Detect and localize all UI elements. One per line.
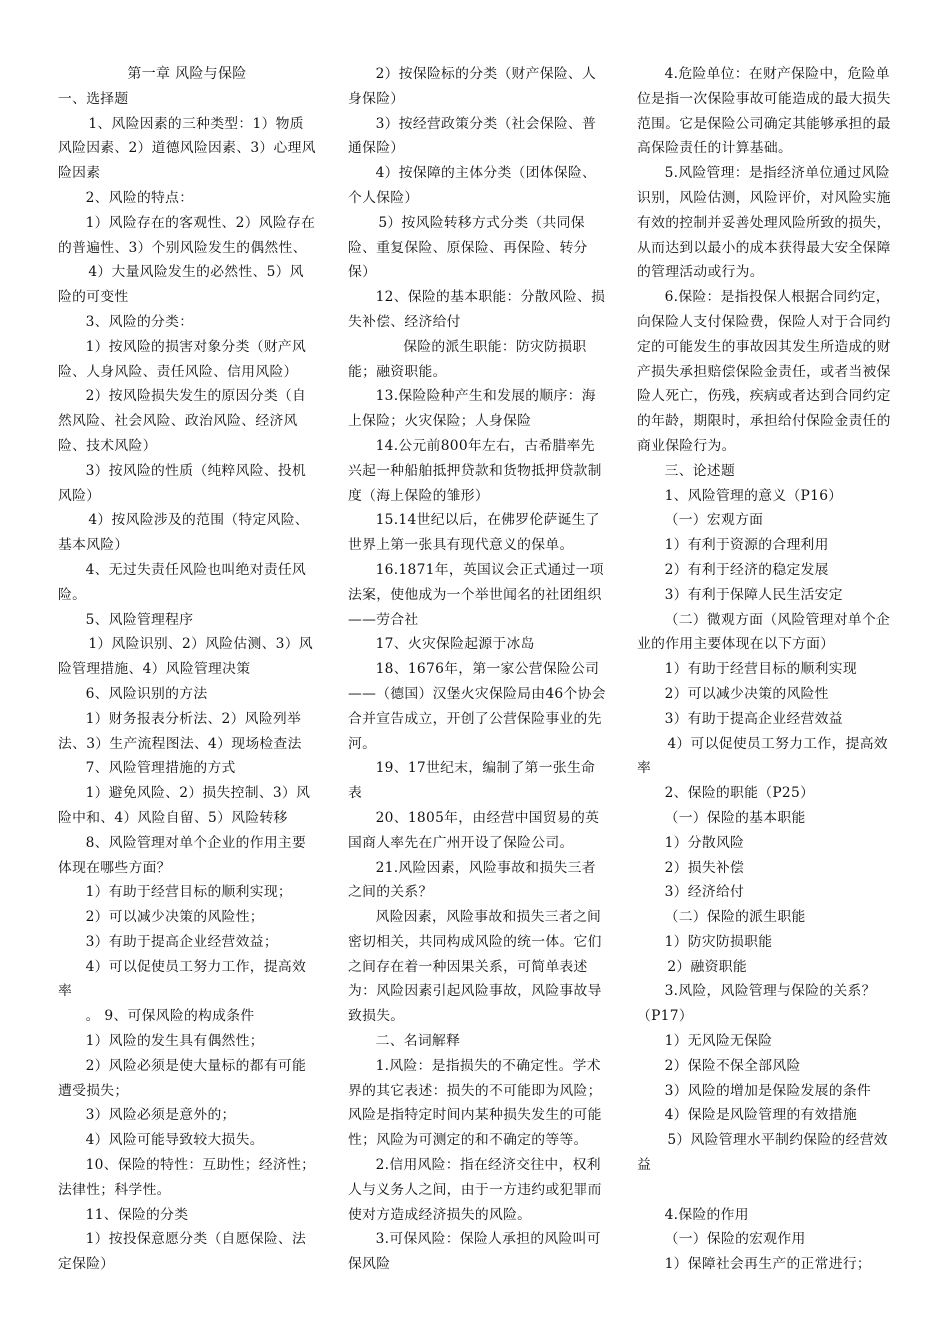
- paragraph: 1）按投保意愿分类（自愿保险、法定保险）: [58, 1231, 307, 1273]
- paragraph: 5）风险管理水平制约保险的经营效益: [637, 1132, 888, 1174]
- paragraph: 4）保险是风险管理的有效措施: [664, 1107, 857, 1124]
- paragraph: 15.14世纪以后，在佛罗伦萨诞生了世界上第一张具有现代意义的保单。: [348, 512, 600, 554]
- blank-line: [637, 1178, 897, 1203]
- paragraph: 5.风险管理：是指经济单位通过风险识别，风险估测，风险评价，对风险实施有效的控制并妥善处理风险所致的损失，从而达到以最小的成本获得最大安全保障的管理活动或行为。: [637, 165, 891, 281]
- paragraph: 3）按经营政策分类（社会保险、普通保险）: [348, 115, 597, 157]
- paragraph: （二）微观方面（风险管理对单个企业的作用主要体现在以下方面）: [637, 611, 891, 653]
- paragraph: 1）有助于经营目标的顺利实现: [664, 661, 857, 678]
- paragraph: 1）风险的发生具有偶然性；: [85, 1033, 264, 1050]
- paragraph: 4.保险的作用: [664, 1206, 749, 1223]
- paragraph: 2）保险不保全部风险: [664, 1057, 801, 1074]
- paragraph: （一）保险的宏观作用: [664, 1231, 806, 1248]
- chapter-title: 第一章 风险与保险: [127, 66, 247, 82]
- paragraph: 二、名词解释: [375, 1033, 461, 1050]
- paragraph: 8、风险管理对单个企业的作用主要体现在哪些方面？: [58, 834, 307, 876]
- paragraph: 2）风险必须是使大量标的都有可能遭受损失；: [58, 1057, 307, 1099]
- paragraph: （二）保险的派生职能: [664, 909, 806, 926]
- paragraph: 3）风险的增加是保险发展的条件: [664, 1082, 872, 1099]
- paragraph: 1、风险管理的意义（P16）: [664, 487, 843, 504]
- paragraph: 6.保险：是指投保人根据合同约定，向保险人支付保险费，保险人对于合同约定的可能发生的事故因其发生所造成的财产损失承担赔偿保险金责任，或者当被保险人死亡，伤残，疾病或者达到合同约定的年龄，期限时，承担给付保险金责任的商业保险行为。: [637, 289, 891, 454]
- paragraph: 1）风险存在的客观性、2）风险存在的普遍性、3）个别风险发生的偶然性、: [58, 214, 316, 256]
- paragraph: 2）可以减少决策的风险性；: [85, 909, 264, 926]
- paragraph: 1）保障社会再生产的正常进行；: [664, 1256, 872, 1273]
- paragraph: 2.信用风险：指在经济交往中，权利人与义务人之间，由于一方违约或犯罪而使对方造成经济损失的风险。: [348, 1157, 602, 1223]
- paragraph: 4）按风险涉及的范围（特定风险、基本风险）: [58, 512, 309, 554]
- paragraph: 1）有利于资源的合理利用: [664, 537, 829, 554]
- paragraph: 3）经济给付: [664, 884, 745, 901]
- paragraph: 4）按保障的主体分类（团体保险、个人保险）: [348, 165, 597, 206]
- paragraph: （一）宏观方面: [664, 512, 764, 529]
- paragraph: 2）有利于经济的稳定发展: [664, 561, 829, 578]
- paragraph: 13.保险险种产生和发展的顺序：海上保险；火灾保险；人身保险: [348, 388, 596, 430]
- paragraph: 一、选择题: [58, 90, 129, 107]
- paragraph: 16.1871年，英国议会正式通过一项法案，使他成为一个举世闻名的社团组织——劳合社: [348, 561, 604, 628]
- paragraph: 3）风险必须是意外的；: [85, 1107, 236, 1124]
- paragraph: 2、风险的特点：: [85, 189, 194, 206]
- paragraph: 4.危险单位：在财产保险中，危险单位是指一次保险事故可能造成的最大损失范围。它是保险公司确定其能够承担的最高保险责任的计算基础。: [637, 66, 891, 157]
- paragraph: 三、论述题: [664, 462, 736, 479]
- paragraph: 14.公元前800年左右，古希腊率先兴起一种船舶抵押贷款和货物抵押贷款制度（海上保险的雏形）: [348, 437, 602, 504]
- paragraph: 19、17世纪末，编制了第一张生命表: [348, 760, 596, 802]
- paragraph: 1）分散风险: [664, 834, 745, 851]
- paragraph: 。 9、可保风险的构成条件: [85, 1008, 255, 1025]
- text-column-right: [637, 62, 897, 1277]
- paragraph: 2）可以减少决策的风险性: [664, 685, 829, 702]
- paragraph: 1）财务报表分析法、2）风险列举法、3）生产流程图法、4）现场检查法: [58, 710, 302, 752]
- paragraph: 1）风险识别、2）风险估测、3）风险管理措施、4）风险管理决策: [58, 636, 313, 678]
- paragraph: 5）按风险转移方式分类（共同保险、重复保险、原保险、再保险、转分保）: [348, 214, 588, 281]
- paragraph: 3）有助于提高企业经营效益；: [85, 933, 278, 950]
- paragraph: 5、风险管理程序: [85, 611, 194, 628]
- paragraph: 1、风险因素的三种类型：1）物质风险因素、2）道德风险因素、3）心理风险因素: [58, 115, 316, 182]
- paragraph: 1）按风险的损害对象分类（财产风险、人身风险、责任风险、信用风险）: [58, 338, 307, 380]
- paragraph: 17、火灾保险起源于冰岛: [375, 636, 535, 653]
- paragraph: 1）防灾防损职能: [664, 933, 773, 950]
- paragraph: （一）保险的基本职能: [664, 809, 806, 826]
- paragraph: 2）按保险标的分类（财产保险、人身保险）: [348, 66, 597, 107]
- paragraph: 1）无风险无保险: [664, 1033, 773, 1050]
- paragraph: 2）融资职能: [667, 958, 747, 975]
- paragraph: 4、无过失责任风险也叫绝对责任风险。: [58, 561, 307, 603]
- text-column-middle: [348, 62, 606, 1277]
- paragraph: 11、保险的分类: [85, 1206, 189, 1223]
- paragraph: 12、保险的基本职能：分散风险、损失补偿、经济给付: [348, 289, 606, 330]
- paragraph: 10、保险的特性：互助性；经济性；法律性；科学性。: [58, 1157, 316, 1198]
- paragraph: 2）按风险损失发生的原因分类（自然风险、社会风险、政治风险、经济风险、技术风险）: [58, 388, 307, 454]
- paragraph: 2、保险的职能（P25）: [664, 785, 815, 802]
- paragraph: 20、1805年，由经营中国贸易的英国商人率先在广州开设了保险公司。: [348, 809, 600, 851]
- paragraph: 18、1676年，第一家公营保险公司——（德国）汉堡火灾保险局由46个协会合并宣告成立，开创了公营保险事业的先河。: [348, 661, 606, 752]
- paragraph: 2）损失补偿: [664, 859, 745, 876]
- paragraph: 3）有助于提高企业经营效益: [664, 710, 843, 727]
- paragraph: 3.可保风险：保险人承担的风险叫可保风险: [348, 1231, 601, 1273]
- paragraph: 3、风险的分类：: [85, 313, 194, 330]
- paragraph: 4）风险可能导致较大损失。: [85, 1132, 264, 1149]
- paragraph: 风险因素，风险事故和损失三者之间密切相关，共同构成风险的统一体。它们之间存在着一种因果关系，可简单表述为：风险因素引起风险事故，风险事故导致损失。: [348, 909, 602, 1025]
- paragraph: 3）有利于保障人民生活安定: [664, 586, 843, 603]
- paragraph: 3.风险，风险管理与保险的关系？（P17）: [637, 983, 876, 1025]
- paragraph: 4）可以促使员工努力工作，提高效率: [637, 735, 888, 777]
- paragraph: 3）按风险的性质（纯粹风险、投机风险）: [58, 462, 307, 504]
- paragraph: 保险的派生职能：防灾防损职能；融资职能。: [348, 338, 587, 380]
- paragraph: 4）大量风险发生的必然性、5）风险的可变性: [58, 264, 304, 306]
- paragraph: 21.风险因素，风险事故和损失三者之间的关系？: [348, 859, 596, 901]
- paragraph: 7、风险管理措施的方式: [85, 760, 236, 777]
- paragraph: 6、风险识别的方法: [85, 685, 208, 702]
- text-column-left: [58, 62, 316, 1277]
- paragraph: 4）可以促使员工努力工作，提高效率: [58, 958, 307, 1000]
- paragraph: 1）有助于经营目标的顺利实现；: [85, 884, 293, 901]
- paragraph: 1.风险：是指损失的不确定性。学术界的其它表述：损失的不可能即为风险；风险是指特定时间内某种损失发生的可能性；风险为可测定的和不确定的等等。: [348, 1057, 602, 1149]
- paragraph: 1）避免风险、2）损失控制、3）风险中和、4）风险自留、5）风险转移: [58, 785, 311, 826]
